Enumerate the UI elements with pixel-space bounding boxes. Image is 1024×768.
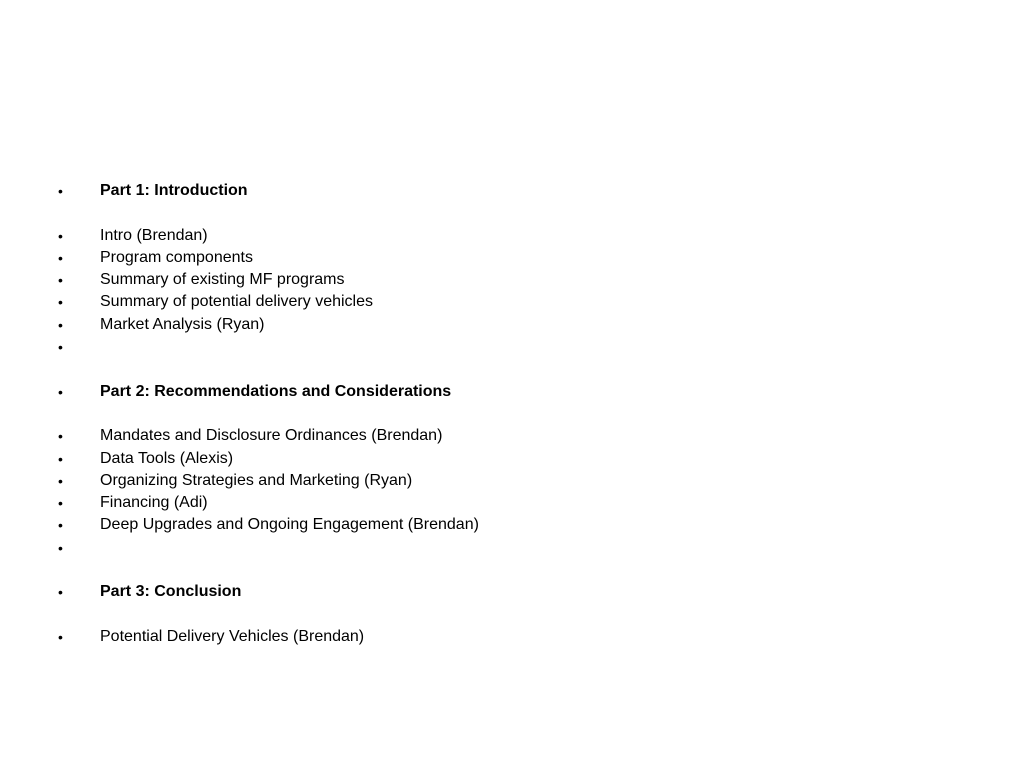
- bullet-icon: •: [58, 294, 63, 311]
- list-item-text: Summary of existing MF programs: [100, 271, 345, 289]
- list-item: [58, 269, 958, 291]
- section-heading-part-3: [58, 581, 958, 603]
- heading-text: Part 1: Introduction: [100, 182, 248, 199]
- bullet-icon: •: [58, 383, 63, 400]
- list-item: [58, 470, 958, 492]
- bullet-icon: •: [58, 227, 63, 244]
- list-item-text: Summary of potential delivery vehicles: [100, 293, 374, 311]
- bullet-icon: •: [58, 584, 63, 601]
- list-item: [58, 247, 958, 269]
- list-item: [58, 448, 958, 470]
- bullet-list: [58, 180, 958, 648]
- bullet-icon: •: [58, 472, 63, 489]
- bullet-icon: •: [58, 183, 63, 199]
- bullet-icon: •: [58, 316, 63, 333]
- list-item-empty: [58, 336, 958, 358]
- bullet-icon: •: [58, 450, 63, 467]
- list-item-text: Organizing Strategies and Marketing (Ryan): [100, 471, 413, 489]
- list-item: [58, 492, 958, 514]
- bullet-icon: •: [58, 272, 63, 289]
- heading-text: Part 2: Recommendations and Considerations: [100, 382, 452, 400]
- list-item-text: Intro (Brendan): [100, 226, 208, 244]
- list-item: [58, 514, 958, 536]
- list-item-text: Mandates and Disclosure Ordinances (Brendan): [100, 427, 443, 445]
- bullet-icon: •: [58, 517, 63, 534]
- bullet-icon: •: [58, 628, 63, 645]
- list-item: [58, 626, 958, 648]
- list-item: [58, 425, 958, 447]
- list-item: [58, 291, 958, 313]
- bullet-icon: •: [58, 428, 63, 445]
- section-heading-part-1: [58, 180, 958, 202]
- bullet-icon: •: [58, 339, 63, 356]
- list-item-empty: [58, 537, 958, 559]
- list-item-text: Data Tools (Alexis): [100, 449, 234, 467]
- list-item-text: Financing (Adi): [100, 494, 208, 512]
- list-item: [58, 225, 958, 247]
- list-item: [58, 314, 958, 336]
- bullet-icon: •: [58, 539, 63, 556]
- bullet-icon: •: [58, 495, 63, 512]
- list-item-text: Program components: [100, 248, 253, 266]
- section-heading-part-2: [58, 381, 958, 403]
- bullet-icon: •: [58, 249, 63, 266]
- heading-text: Part 3: Conclusion: [100, 583, 242, 601]
- list-item-text: Potential Delivery Vehicles (Brendan): [100, 627, 365, 645]
- list-item-text: Market Analysis (Ryan): [100, 315, 265, 333]
- list-item-text: Deep Upgrades and Ongoing Engagement (Brendan): [100, 516, 479, 534]
